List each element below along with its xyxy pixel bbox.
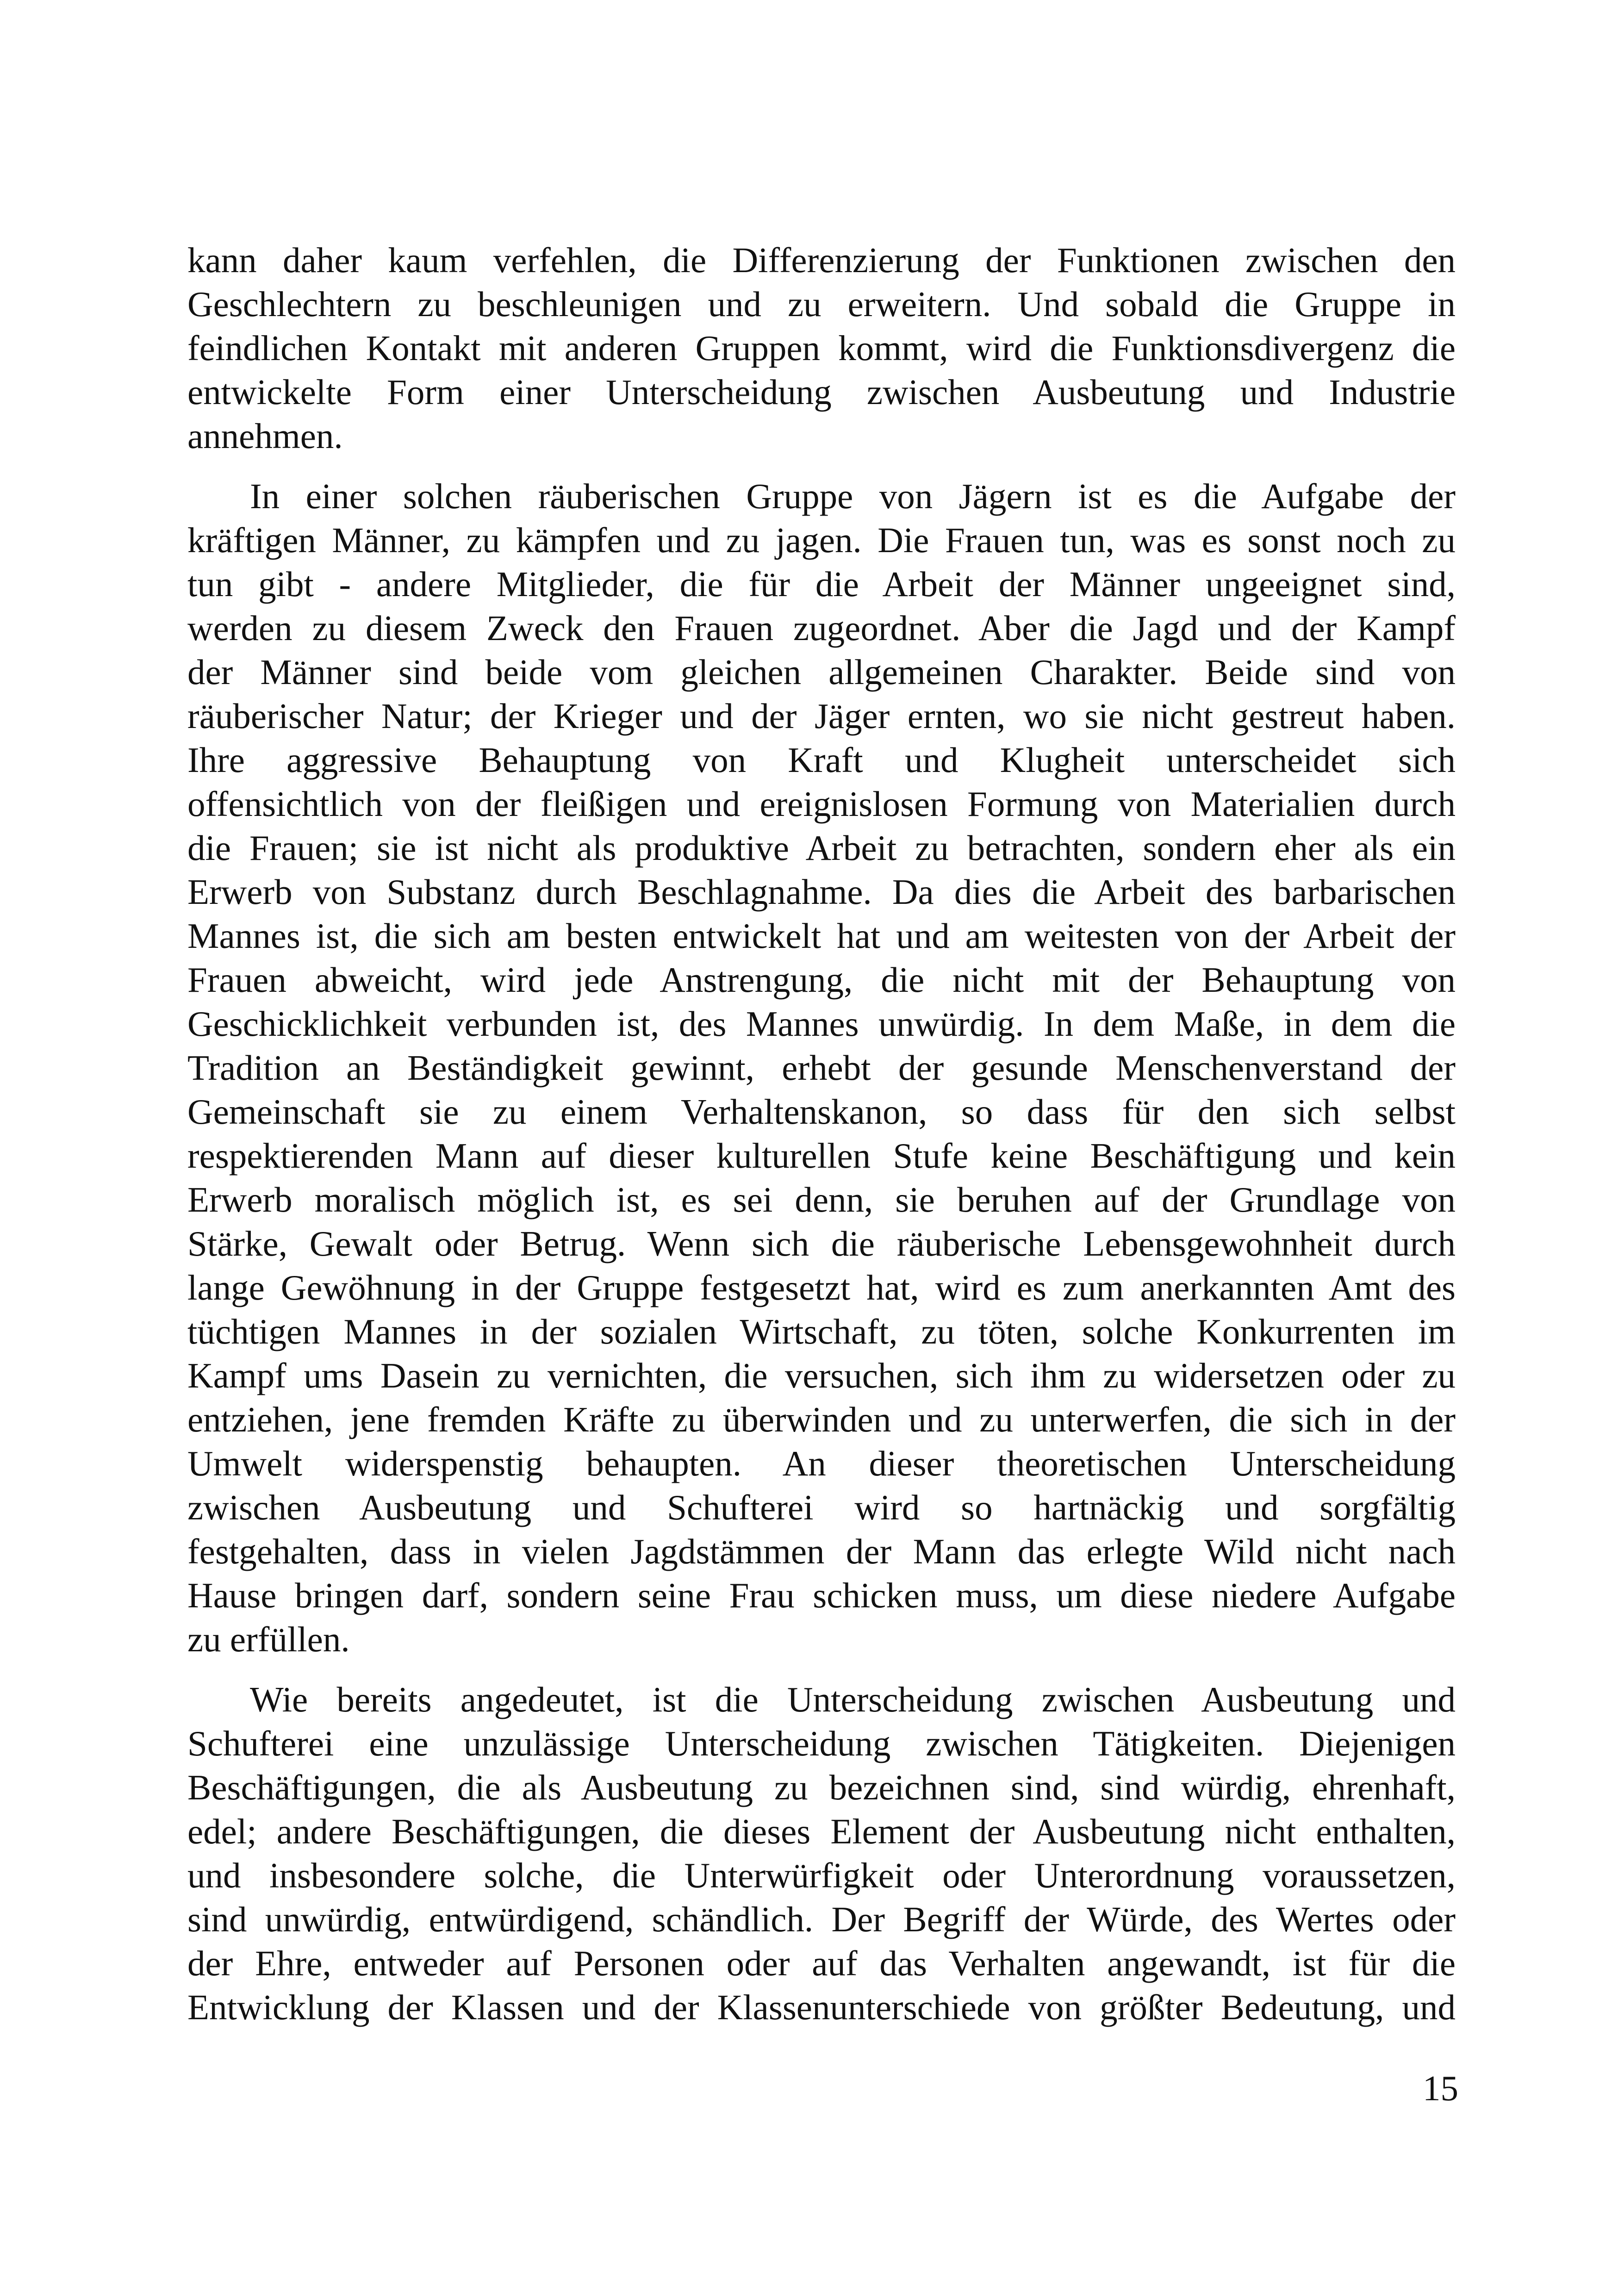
- text-line: kann daher kaum verfehlen, die Differenzierung der Funktionen zwischen den: [187, 240, 1456, 280]
- text-line: Hause bringen darf, sondern seine Frau schicken muss, um diese niedere Aufgabe: [187, 1575, 1456, 1615]
- paragraph-spacer: [187, 458, 1456, 474]
- text-line: Kampf ums Dasein zu vernichten, die versuchen, sich ihm zu widersetzen oder zu: [187, 1356, 1456, 1395]
- text-line: tüchtigen Mannes in der sozialen Wirtschaft, zu töten, solche Konkurrenten im: [187, 1312, 1456, 1351]
- text-line: Erwerb moralisch möglich ist, es sei denn, sie beruhen auf der Grundlage von: [187, 1180, 1456, 1220]
- text-line: Mannes ist, die sich am besten entwickelt hat und am weitesten von der Arbeit der: [187, 916, 1456, 956]
- text-line: Schufterei eine unzulässige Unterscheidung zwischen Tätigkeiten. Diejenigen: [187, 1724, 1456, 1763]
- text-line: der Männer sind beide vom gleichen allgemeinen Charakter. Beide sind von: [187, 652, 1456, 692]
- text-line: tun gibt - andere Mitglieder, die für die Arbeit der Männer ungeeignet sind,: [187, 564, 1456, 604]
- text-line: In einer solchen räuberischen Gruppe von Jägern ist es die Aufgabe der: [250, 476, 1456, 516]
- text-line: Entwicklung der Klassen und der Klassenunterschiede von größter Bedeutung, und: [187, 1987, 1456, 2027]
- text-line: annehmen.: [187, 416, 343, 456]
- text-line: Stärke, Gewalt oder Betrug. Wenn sich die räuberische Lebensgewohnheit durch: [187, 1224, 1456, 1263]
- page-number: 15: [1423, 2068, 1458, 2108]
- text-line: entwickelte Form einer Unterscheidung zwischen Ausbeutung und Industrie: [187, 372, 1456, 412]
- text-line: räuberischer Natur; der Krieger und der Jäger ernten, wo sie nicht gestreut haben.: [187, 696, 1456, 736]
- text-line: respektierenden Mann auf dieser kulturellen Stufe keine Beschäftigung und kein: [187, 1136, 1456, 1176]
- text-line: Gemeinschaft sie zu einem Verhaltenskanon, so dass für den sich selbst: [187, 1092, 1456, 1132]
- text-line: zwischen Ausbeutung und Schufterei wird so hartnäckig und sorgfältig: [187, 1487, 1456, 1527]
- text-line: Geschlechtern zu beschleunigen und zu erweitern. Und sobald die Gruppe in: [187, 284, 1456, 324]
- paragraph-spacer: [187, 1661, 1456, 1678]
- text-line: werden zu diesem Zweck den Frauen zugeordnet. Aber die Jagd und der Kampf: [187, 608, 1456, 648]
- paragraph: [187, 474, 1456, 1661]
- text-line: Geschicklichkeit verbunden ist, des Mannes unwürdig. In dem Maße, in dem die: [187, 1004, 1456, 1044]
- text-line: lange Gewöhnung in der Gruppe festgesetzt hat, wird es zum anerkannten Amt des: [187, 1268, 1456, 1307]
- text-line: Ihre aggressive Behauptung von Kraft und Klugheit unterscheidet sich: [187, 740, 1456, 780]
- text-line: Erwerb von Substanz durch Beschlagnahme. Da dies die Arbeit des barbarischen: [187, 872, 1456, 912]
- text-line: Umwelt widerspenstig behaupten. An dieser theoretischen Unterscheidung: [187, 1444, 1456, 1483]
- text-line: die Frauen; sie ist nicht als produktive Arbeit zu betrachten, sondern eher als ein: [187, 828, 1456, 868]
- text-line: offensichtlich von der fleißigen und ereignislosen Formung von Materialien durch: [187, 784, 1456, 824]
- text-line: sind unwürdig, entwürdigend, schändlich. Der Begriff der Würde, des Wertes oder: [187, 1899, 1456, 1939]
- text-line: festgehalten, dass in vielen Jagdstämmen der Mann das erlegte Wild nicht nach: [187, 1531, 1456, 1571]
- text-line: feindlichen Kontakt mit anderen Gruppen kommt, wird die Funktionsdivergenz die: [187, 328, 1456, 368]
- text-line: der Ehre, entweder auf Personen oder auf das Verhalten angewandt, ist für die: [187, 1943, 1456, 1983]
- text-line: edel; andere Beschäftigungen, die dieses Element der Ausbeutung nicht enthalten,: [187, 1811, 1456, 1851]
- text-line: Tradition an Beständigkeit gewinnt, erhebt der gesunde Menschenverstand der: [187, 1048, 1456, 1088]
- text-line: zu erfüllen.: [187, 1619, 350, 1659]
- paragraph: [187, 1678, 1456, 2029]
- text-line: entziehen, jene fremden Kräfte zu überwinden und zu unterwerfen, die sich in der: [187, 1400, 1456, 1439]
- text-line: Frauen abweicht, wird jede Anstrengung, die nicht mit der Behauptung von: [187, 960, 1456, 1000]
- body-text: [187, 238, 1456, 2029]
- text-line: und insbesondere solche, die Unterwürfigkeit oder Unterordnung voraussetzen,: [187, 1855, 1456, 1895]
- paragraph: [187, 238, 1456, 458]
- text-line: Wie bereits angedeutet, ist die Unterscheidung zwischen Ausbeutung und: [250, 1680, 1456, 1719]
- text-line: kräftigen Männer, zu kämpfen und zu jagen. Die Frauen tun, was es sonst noch zu: [187, 520, 1456, 560]
- text-line: Beschäftigungen, die als Ausbeutung zu bezeichnen sind, sind würdig, ehrenhaft,: [187, 1767, 1456, 1807]
